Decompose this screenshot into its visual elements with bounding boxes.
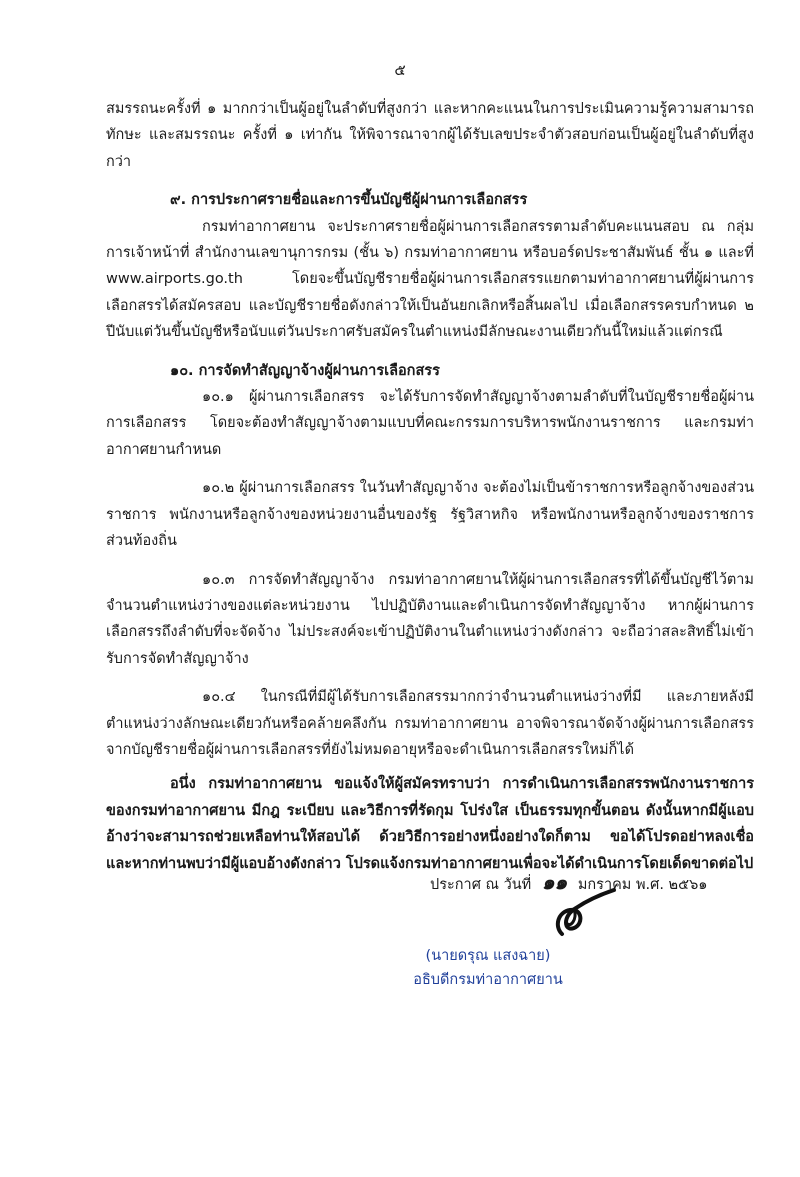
announcement-prefix: ประกาศ ณ วันที่	[430, 877, 532, 893]
section-10-1-paragraph: ๑๐.๑ ผู้ผ่านการเลือกสรร จะได้รับการจัดทำสัญญาจ้างตามลำดับที่ในบัญชีรายชื่อผู้ผ่านการเลือกสรร โดยจะต้องทำสัญญาจ้างตามแบบที่คณะกรรมการบริหารพนักงานราชการ และกรมท่าอากาศยานกำหนด	[106, 389, 754, 458]
paragraph-intro: สมรรถนะครั้งที่ ๑ มากกว่าเป็นผู้อยู่ในลำดับที่สูงกว่า และหากคะแนนในการประเมินความรู้ความสามารถทักษะ และสมรรถนะ ครั้งที่ ๑ เท่ากัน ให้พิจารณาจากผู้ได้รับเลขประจำตัวสอบก่อนเป็นผู้อยู่ในลำดับที่สูงกว่า	[106, 101, 754, 170]
section-9-heading: ๙. การประกาศรายชื่อและการขึ้นบัญชีผู้ผ่านการเลือกสรร	[170, 192, 528, 209]
signer-position: อธิบดีกรมท่าอากาศยาน	[413, 972, 563, 988]
announcement-month-year: มกราคม พ.ศ. ๒๕๖๑	[577, 877, 708, 893]
section-10-heading: ๑๐. การจัดทำสัญญาจ้างผู้ผ่านการเลือกสรร	[170, 362, 440, 379]
section-10-4-paragraph: ๑๐.๔ ในกรณีที่มีผู้ได้รับการเลือกสรรมากกว่าจำนวนตำแหน่งว่างที่มี และภายหลังมีตำแหน่งว่างลักษณะเดียวกันหรือคล้ายคลึงกัน กรมท่าอากาศยาน อาจพิจารณาจัดจ้างผู้ผ่านการเลือกสรรจากบัญชีรายชื่อผู้ผ่านการเลือกสรรที่ยังไม่หมดอายุหรือจะดำเนินการเลือกสรรใหม่ก็ได้	[106, 689, 754, 758]
notice-paragraph: อนึ่ง กรมท่าอากาศยาน ขอแจ้งให้ผู้สมัครทราบว่า การดำเนินการเลือกสรรพนักงานราชการของกรมท่าอากาศยาน มีกฎ ระเบียบ และวิธีการที่รัดกุม โปร่งใส เป็นธรรมทุกขั้นตอน ดังนั้นหากมีผู้แอบอ้างว่าจะสามารถช่วยเหลือท่านให้สอบได้ ด้วยวิธีการอย่างหนึ่งอย่างใดก็ตาม ขอได้โปรดอย่าหลงเชื่อ และหากท่านพบว่ามีผู้แอบอ้างดังกล่าว โปรดแจ้งกรมท่าอากาศยานเพื่อจะได้ดำเนินการโดยเด็ดขาดต่อไป	[106, 776, 754, 872]
handwritten-signature	[548, 886, 628, 944]
section-10-3-paragraph: ๑๐.๓ การจัดทำสัญญาจ้าง กรมท่าอากาศยานให้ผู้ผ่านการเลือกสรรที่ได้ขึ้นบัญชีไว้ตามจำนวนตำแหน่งว่างของแต่ละหน่วยงาน ไปปฏิบัติงานและดำเนินการจัดทำสัญญาจ้าง หากผู้ผ่านการเลือกสรรถึงลำดับที่จะจัดจ้าง ไม่ประสงค์จะเข้าปฏิบัติงานในตำแหน่งว่างดังกล่าว จะถือว่าสละสิทธิ์ไม่เข้ารับการจัดทำสัญญาจ้าง	[106, 571, 754, 667]
announcement-day: ๑๑	[541, 870, 568, 894]
document-body	[106, 96, 754, 889]
signer-name: (นายดรุณ แสงฉาย)	[425, 948, 551, 964]
section-10-2-paragraph: ๑๐.๒ ผู้ผ่านการเลือกสรร ในวันทำสัญญาจ้าง จะต้องไม่เป็นข้าราชการหรือลูกจ้างของส่วนราชการ พนักงานหรือลูกจ้างของหน่วยงานอื่นของรัฐ รัฐวิสาหกิจ หรือพนักงานหรือลูกจ้างของราชการส่วนท้องถิ่น	[106, 480, 754, 550]
section-9-paragraph: กรมท่าอากาศยาน จะประกาศรายชื่อผู้ผ่านการเลือกสรรตามลำดับคะแนนสอบ ณ กลุ่มการเจ้าหน้าที่ สำนักงานเลขานุการกรม (ชั้น ๖) กรมท่าอากาศยาน หรือบอร์ดประชาสัมพันธ์ ชั้น ๑ และที่ www.airports.go.th โดยจะขึ้นบัญชีรายชื่อผู้ผ่านการเลือกสรรแยกตามท่าอากาศยานที่ผู้ผ่านการเลือกสรรได้สมัครสอบ และบัญชีรายชื่อดังกล่าวให้เป็นอันยกเลิกหรือสิ้นผลไป เมื่อเลือกสรรครบกำหนด ๒ ปีนับแต่วันขึ้นบัญชีหรือนับแต่วันประกาศรับสมัครในตำแหน่งมีลักษณะงานเดียวกันนี้ใหม่แล้วแต่กรณี	[106, 218, 754, 341]
page-number: ๕	[394, 61, 406, 79]
